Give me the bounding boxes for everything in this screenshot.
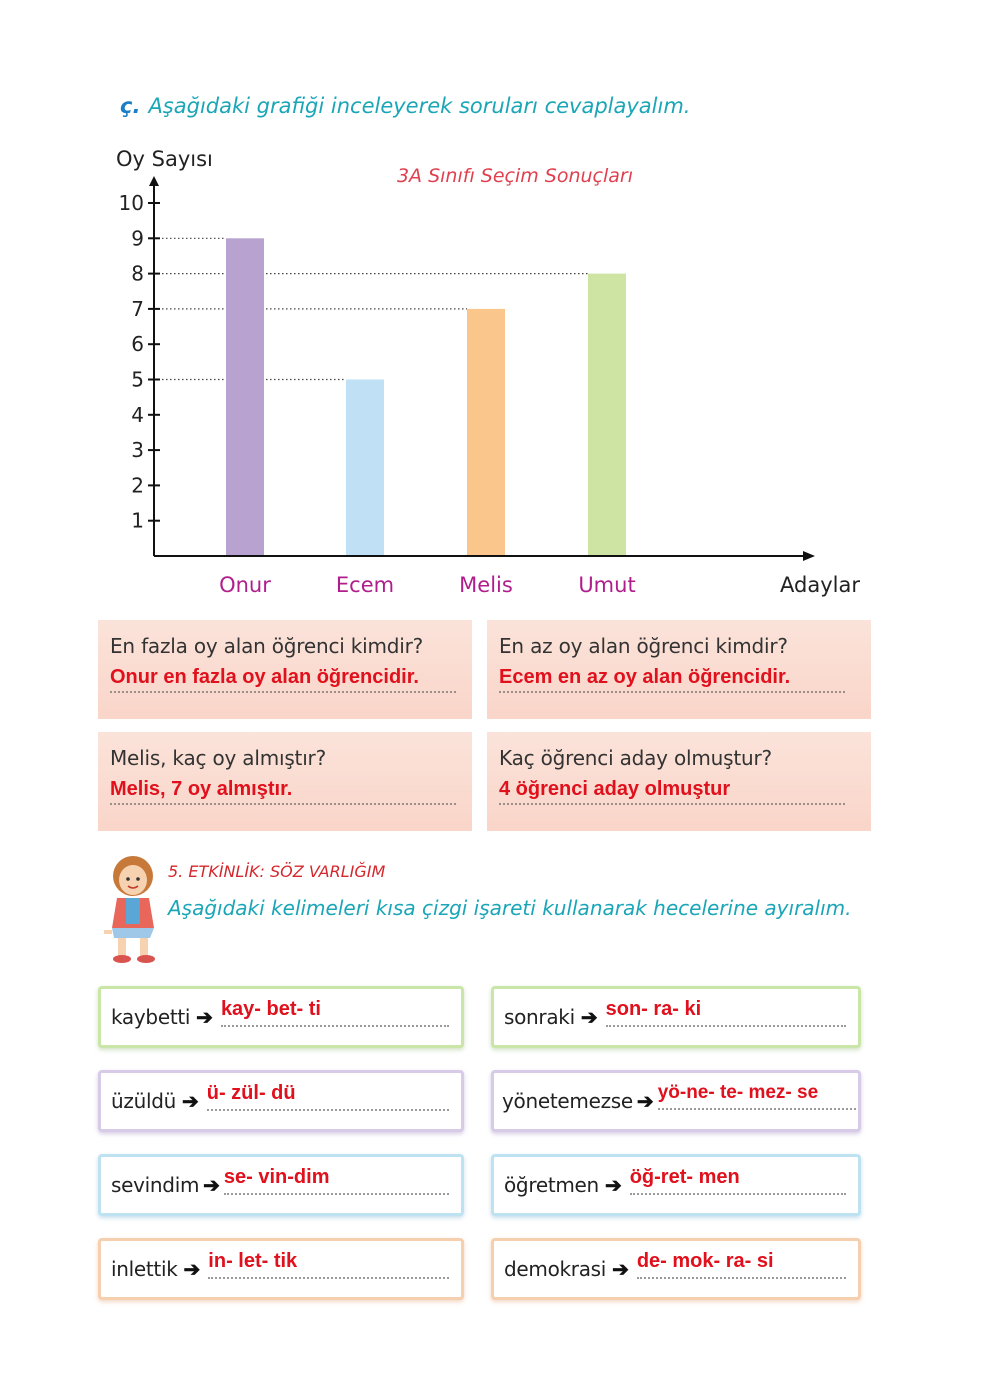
syllable-answer: kay- bet- ti xyxy=(221,998,449,1027)
y-tick-label: 9 xyxy=(131,226,144,251)
syllable-answer: in- let- tik xyxy=(208,1250,449,1279)
category-label-umut: Umut xyxy=(578,573,636,597)
y-tick-label: 7 xyxy=(131,296,144,321)
word-label: üzüldü xyxy=(111,1089,176,1113)
question-4-text: Kaç öğrenci aday olmuştur? xyxy=(499,746,772,770)
x-axis-label: Adaylar xyxy=(780,573,860,597)
question-letter: ç. xyxy=(120,94,141,118)
right-arrow-icon: ➔ xyxy=(183,1258,201,1281)
question-2-text: En az oy alan öğrenci kimdir? xyxy=(499,634,788,658)
chart-title: 3A Sınıfı Seçim Sonuçları xyxy=(396,165,634,187)
y-axis-arrow-icon xyxy=(149,176,159,186)
syllable-answer: de- mok- ra- si xyxy=(637,1250,846,1279)
right-arrow-icon: ➔ xyxy=(612,1258,629,1281)
activity-title: 5. ETKİNLİK: SÖZ VARLIĞIM xyxy=(168,862,386,881)
right-arrow-icon: ➔ xyxy=(203,1174,220,1197)
question-box-2 xyxy=(487,620,871,719)
activity-instruction: Aşağıdaki kelimeleri kısa çizgi işareti kullanarak hecelerine ayıralım. xyxy=(168,896,852,920)
answer-4-text: 4 öğrenci aday olmuştur xyxy=(499,778,845,805)
right-arrow-icon: ➔ xyxy=(636,1090,654,1113)
category-label-ecem: Ecem xyxy=(335,573,395,597)
y-tick-label: 6 xyxy=(131,332,144,357)
y-tick-label: 8 xyxy=(131,261,144,286)
word-label: sonraki xyxy=(504,1005,575,1029)
question-box-1 xyxy=(98,620,472,719)
word-label: öğretmen xyxy=(504,1173,599,1197)
question-title xyxy=(120,94,690,118)
right-arrow-icon: ➔ xyxy=(580,1006,598,1029)
syllable-answer: se- vin-dim xyxy=(224,1166,449,1195)
answer-3-text: Melis, 7 oy almıştır. xyxy=(110,778,456,805)
word-box-sonraki xyxy=(491,986,861,1048)
girl-illustration xyxy=(100,854,166,966)
bar-ecem xyxy=(346,380,384,557)
right-arrow-icon: ➔ xyxy=(196,1006,213,1029)
word-box-uzuldu xyxy=(98,1070,464,1132)
word-label: demokrasi xyxy=(504,1257,607,1281)
question-text: Aşağıdaki grafiği inceleyerek soruları cevaplayalım. xyxy=(148,94,691,118)
category-label-onur: Onur xyxy=(219,573,271,597)
y-tick-label: 4 xyxy=(131,402,144,427)
word-box-inlettik xyxy=(98,1238,464,1300)
question-3-text: Melis, kaç oy almıştır? xyxy=(110,746,326,770)
bar-melis xyxy=(467,309,505,556)
y-tick-label: 5 xyxy=(131,367,144,392)
bar-chart xyxy=(0,130,983,610)
x-axis-arrow-icon xyxy=(803,551,815,561)
bar-umut xyxy=(588,274,626,556)
word-box-demokrasi xyxy=(491,1238,861,1300)
word-label: sevindim xyxy=(111,1173,200,1197)
word-box-ogretmen xyxy=(491,1154,861,1216)
right-arrow-icon: ➔ xyxy=(181,1090,199,1113)
y-tick-label: 2 xyxy=(131,473,144,498)
category-label-melis: Melis xyxy=(459,573,513,597)
syllable-answer: ü- zül- dü xyxy=(207,1082,449,1111)
word-box-kaybetti xyxy=(98,986,464,1048)
right-arrow-icon: ➔ xyxy=(604,1174,622,1197)
syllable-answer: öğ-ret- men xyxy=(630,1166,846,1195)
answer-2-text: Ecem en az oy alan öğrencidir. xyxy=(499,666,845,693)
y-tick-label: 3 xyxy=(131,438,144,463)
word-box-sevindim xyxy=(98,1154,464,1216)
word-label: inlettik xyxy=(111,1257,178,1281)
word-label: kaybetti xyxy=(111,1005,191,1029)
word-box-yonetemezse xyxy=(491,1070,861,1132)
syllable-answer: son- ra- ki xyxy=(606,998,846,1027)
word-label: yönetemezse xyxy=(502,1089,633,1113)
bar-onur xyxy=(226,238,264,556)
question-1-text: En fazla oy alan öğrenci kimdir? xyxy=(110,634,424,658)
y-axis-label: Oy Sayısı xyxy=(116,147,213,171)
answer-1-text: Onur en fazla oy alan öğrencidir. xyxy=(110,666,456,693)
y-tick-label: 10 xyxy=(118,191,144,215)
syllable-answer: yö-ne- te- mez- se xyxy=(658,1082,856,1110)
y-tick-label: 1 xyxy=(131,508,144,533)
question-box-4 xyxy=(487,732,871,831)
question-box-3 xyxy=(98,732,472,831)
